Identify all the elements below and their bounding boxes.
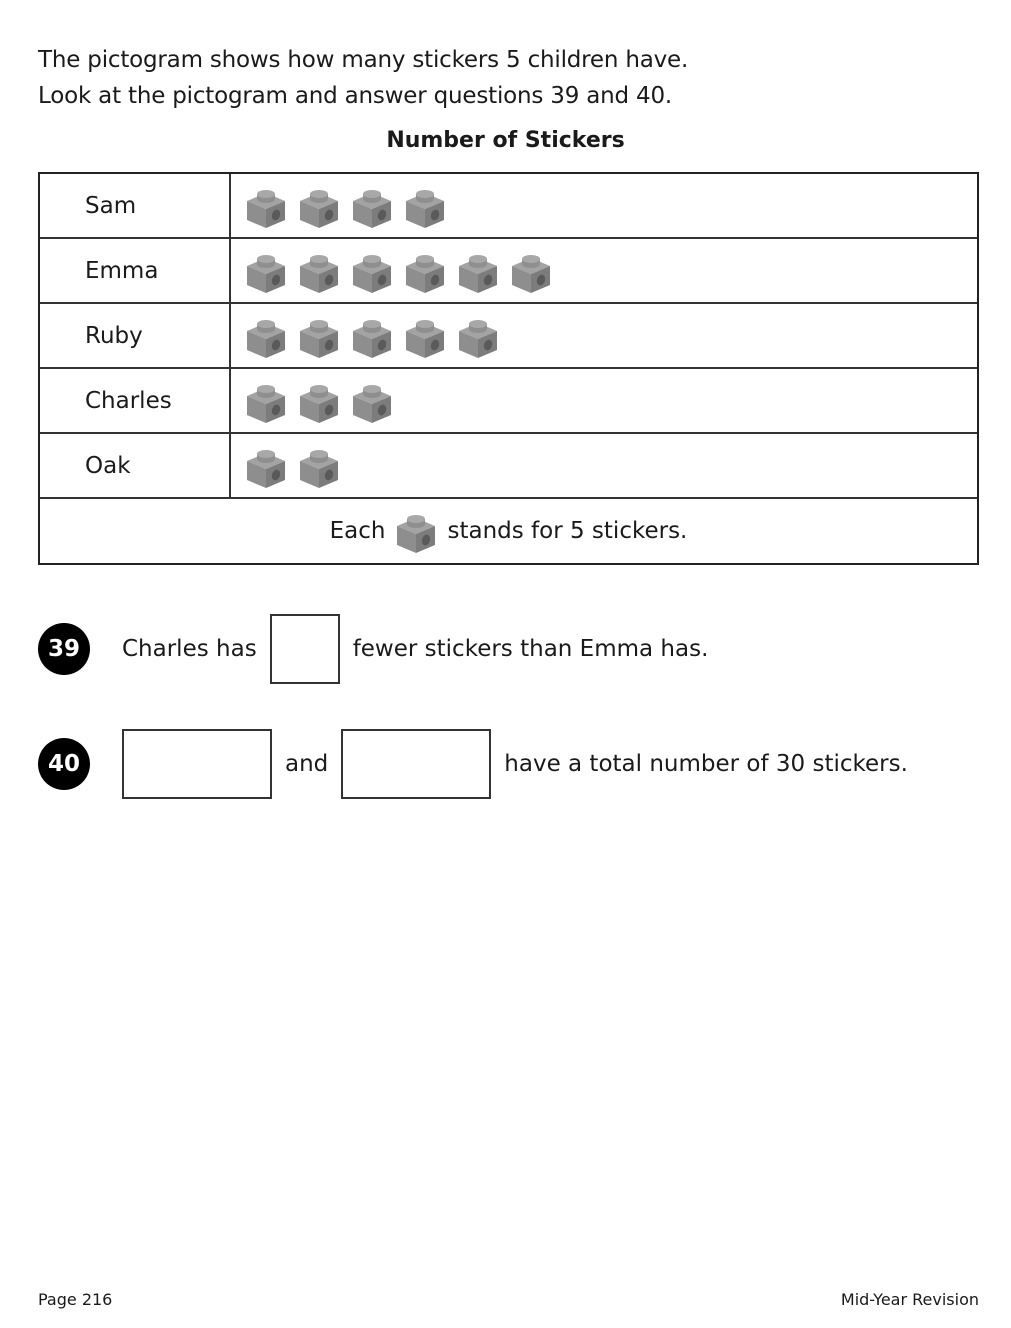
- brick-icon: [245, 183, 287, 229]
- question-39-answer-box[interactable]: [270, 614, 340, 684]
- intro-line-1: The pictogram shows how many stickers 5 children have.: [38, 47, 689, 73]
- pictogram-table: [38, 172, 979, 565]
- brick-icon: [351, 248, 393, 294]
- brick-icon: [298, 378, 340, 424]
- section-name: Mid-Year Revision: [840, 1290, 979, 1309]
- intro-line-2: Look at the pictogram and answer questions 39 and 40.: [38, 83, 673, 109]
- pictogram-row: [40, 369, 977, 434]
- question-40-answer-box-2[interactable]: [341, 729, 491, 799]
- child-name: Charles: [40, 369, 231, 432]
- brick-icon: [298, 183, 340, 229]
- brick-icon: [298, 443, 340, 489]
- brick-icon: [457, 248, 499, 294]
- question-39: [38, 614, 708, 684]
- brick-icon: [395, 508, 437, 554]
- pictogram-row: [40, 304, 977, 369]
- key-text-before: Each: [329, 518, 386, 544]
- brick-icon: [298, 313, 340, 359]
- brick-icon: [245, 378, 287, 424]
- brick-icon: [245, 443, 287, 489]
- question-39-text-before: Charles has: [122, 636, 257, 662]
- question-number-badge: 40: [38, 738, 90, 790]
- question-39-text-after: fewer stickers than Emma has.: [352, 636, 709, 662]
- question-40: [38, 729, 908, 799]
- pictogram-row: [40, 174, 977, 239]
- brick-icon: [457, 313, 499, 359]
- question-40-text-after: have a total number of 30 stickers.: [504, 751, 908, 777]
- brick-icon: [404, 248, 446, 294]
- brick-icon: [245, 248, 287, 294]
- sticker-icons: [231, 434, 977, 497]
- sticker-icons: [231, 239, 977, 302]
- brick-icon: [351, 313, 393, 359]
- child-name: Ruby: [40, 304, 231, 367]
- pictogram-row: [40, 239, 977, 304]
- brick-icon: [298, 248, 340, 294]
- pictogram-row: [40, 434, 977, 499]
- sticker-icons: [231, 304, 977, 367]
- question-40-connector: and: [285, 751, 329, 777]
- child-name: Oak: [40, 434, 231, 497]
- brick-icon: [351, 378, 393, 424]
- sticker-icons: [231, 174, 977, 237]
- brick-icon: [404, 183, 446, 229]
- brick-icon: [351, 183, 393, 229]
- brick-icon: [404, 313, 446, 359]
- sticker-icons: [231, 369, 977, 432]
- pictogram-key: [40, 499, 977, 563]
- child-name: Sam: [40, 174, 231, 237]
- pictogram-title: Number of Stickers: [386, 128, 625, 153]
- brick-icon: [510, 248, 552, 294]
- brick-icon: [245, 313, 287, 359]
- intro-text: [38, 42, 688, 114]
- child-name: Emma: [40, 239, 231, 302]
- key-text-after: stands for 5 stickers.: [447, 518, 688, 544]
- question-40-answer-box-1[interactable]: [122, 729, 272, 799]
- question-number-badge: 39: [38, 623, 90, 675]
- page-number: Page 216: [38, 1290, 113, 1309]
